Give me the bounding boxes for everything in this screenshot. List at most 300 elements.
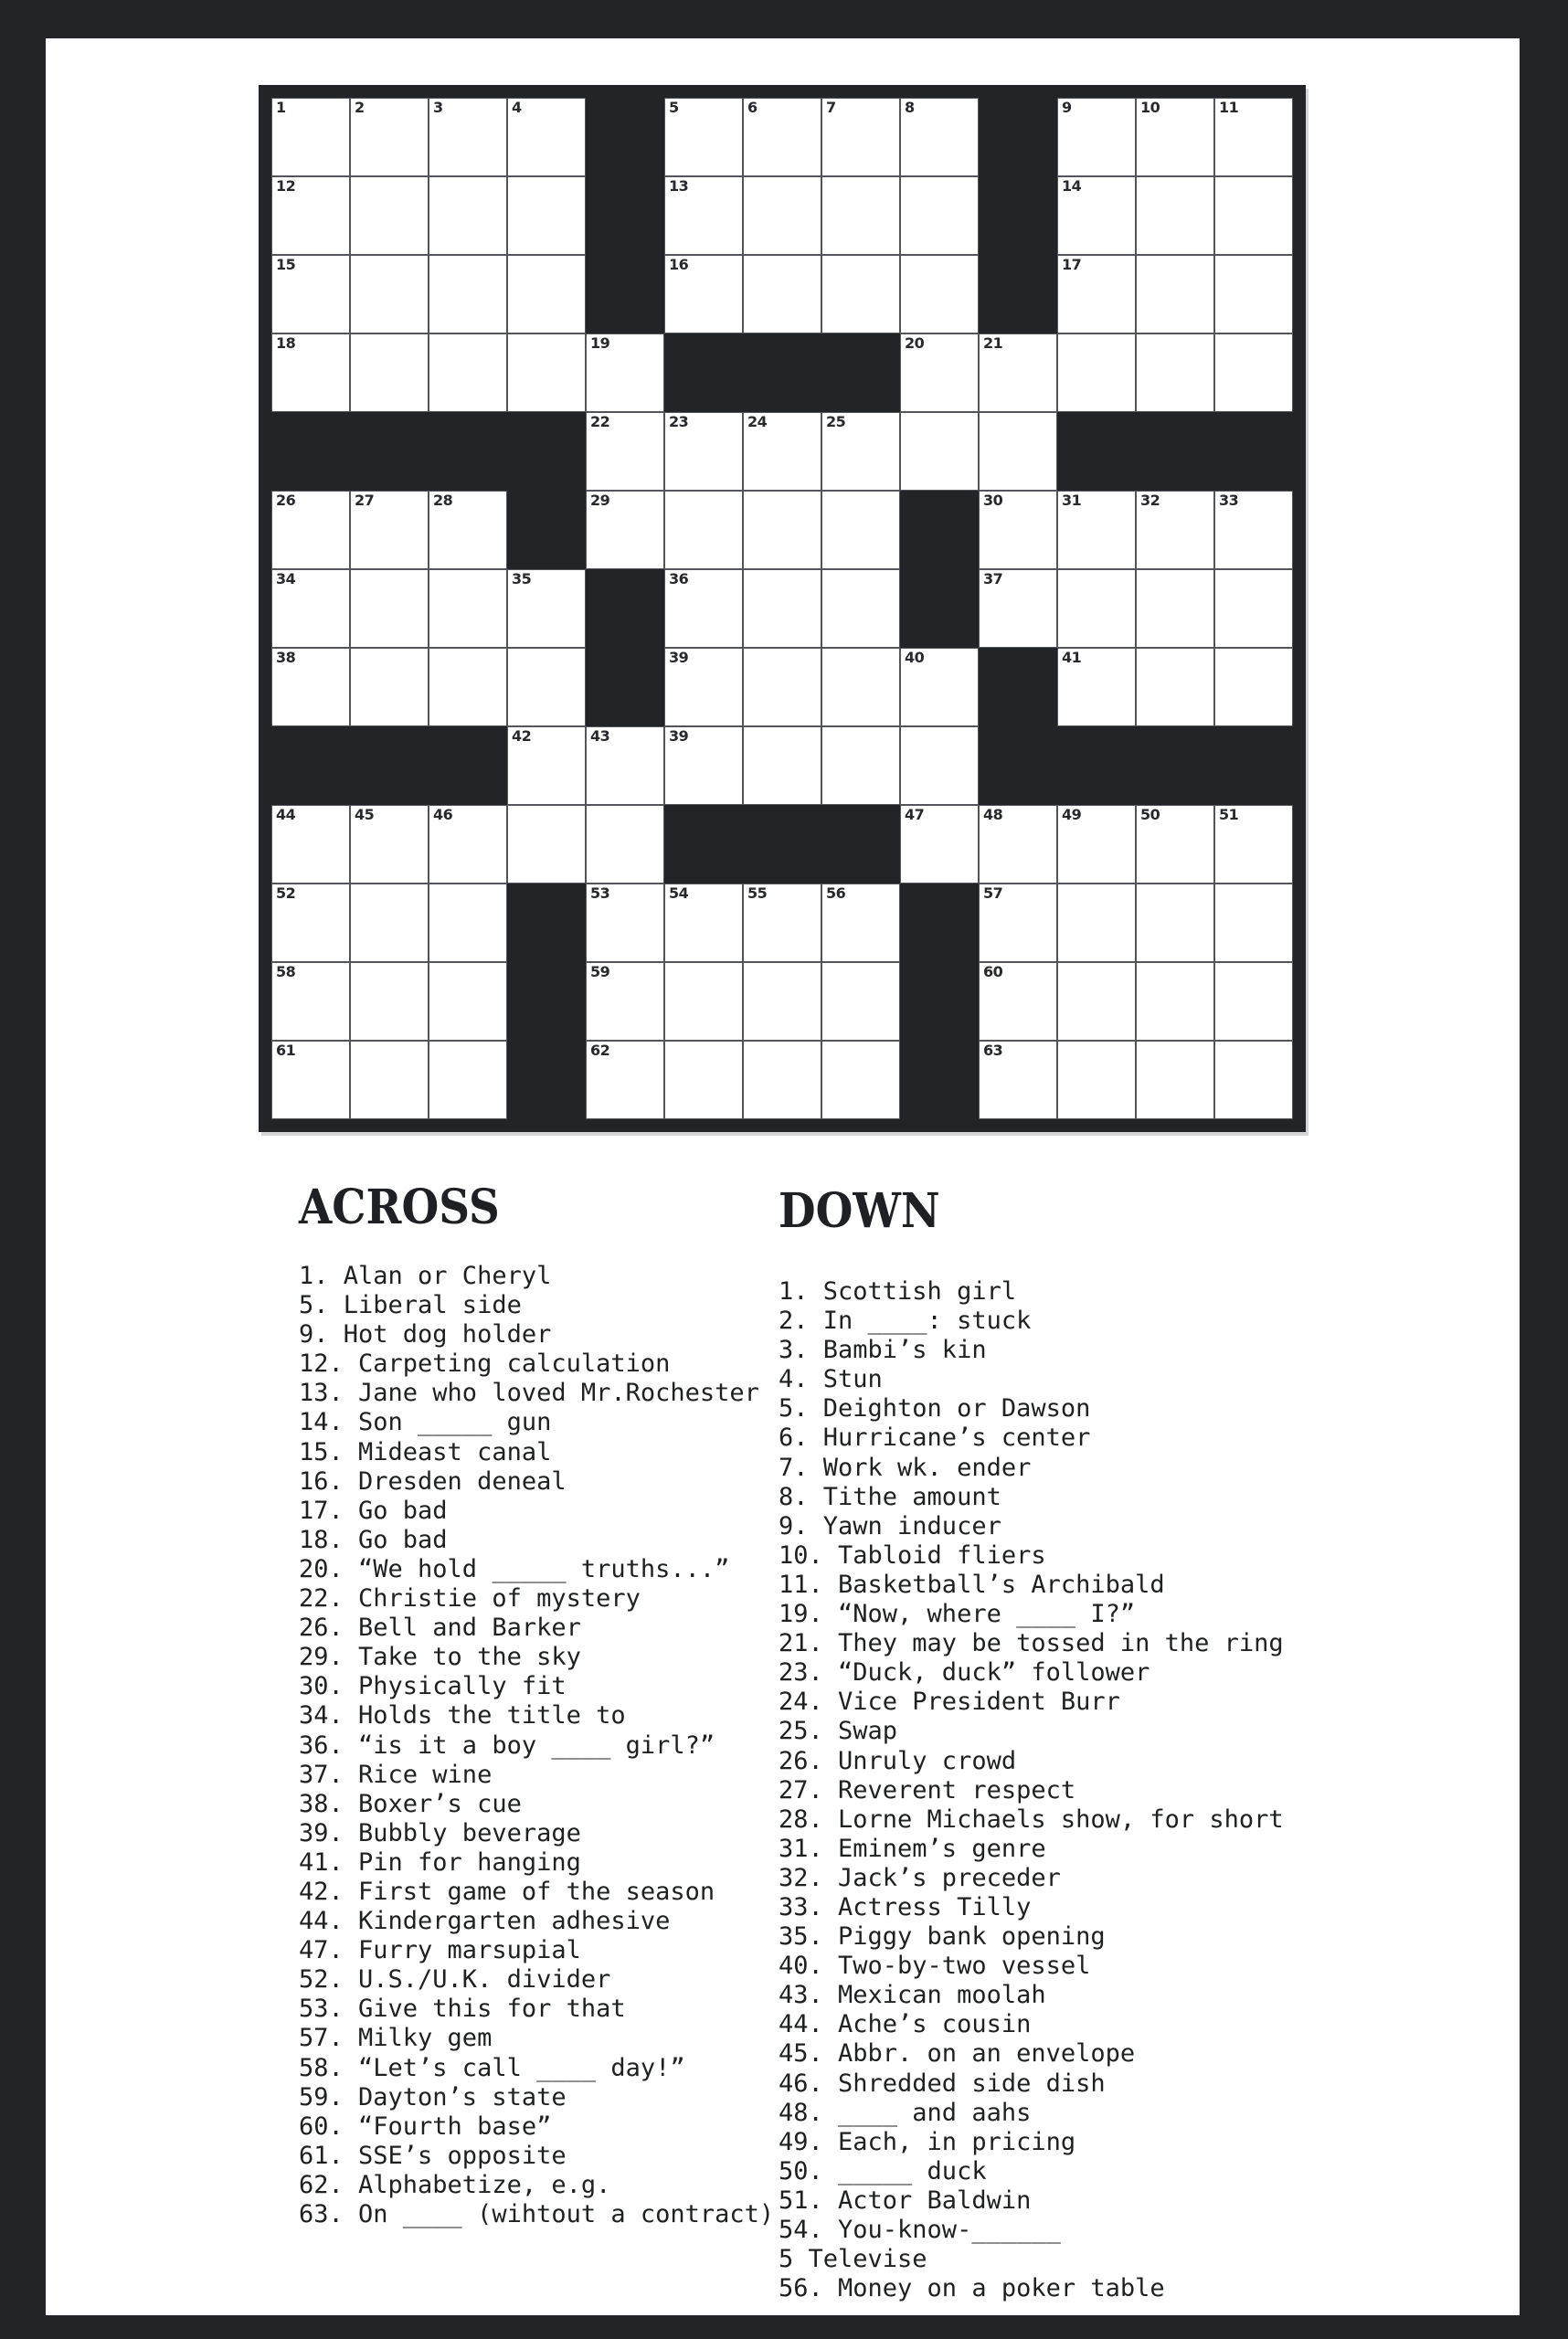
grid-cell[interactable]	[271, 962, 350, 1041]
grid-cell[interactable]	[507, 98, 586, 176]
clue-item: 46. Shredded side dish	[779, 2069, 1106, 2098]
grid-cell-black	[743, 805, 821, 884]
grid-cell[interactable]	[1136, 1041, 1214, 1119]
grid-cell[interactable]	[271, 1041, 350, 1119]
grid-cell[interactable]	[743, 255, 821, 333]
cell-number: 35	[512, 570, 532, 587]
grid-cell-black	[1214, 726, 1293, 805]
grid-cell-black	[900, 491, 979, 569]
grid-cell[interactable]	[664, 491, 743, 569]
clue-item: 5. Deighton or Dawson	[779, 1394, 1091, 1424]
cell-number: 48	[983, 806, 1003, 823]
grid-cell[interactable]	[1136, 491, 1214, 569]
cell-number: 19	[590, 334, 610, 352]
cell-number: 28	[433, 492, 453, 509]
grid-cell-black	[979, 726, 1057, 805]
cell-number: 61	[276, 1042, 296, 1059]
grid-cell[interactable]	[979, 491, 1057, 569]
clue-item: 53. Give this for that	[299, 1995, 626, 2024]
grid-cell[interactable]	[586, 412, 664, 491]
grid-cell[interactable]	[743, 962, 821, 1041]
grid-cell-black	[271, 412, 350, 491]
clue-item: 51. Actor Baldwin	[779, 2186, 1032, 2215]
grid-cell[interactable]	[664, 1041, 743, 1119]
grid-cell[interactable]	[1136, 805, 1214, 884]
grid-cell[interactable]	[350, 333, 429, 412]
cell-number: 32	[1140, 492, 1160, 509]
clue-item: 40. Two-by-two vessel	[779, 1952, 1091, 1981]
grid-cell-black	[586, 255, 664, 333]
grid-cell[interactable]	[664, 962, 743, 1041]
grid-cell[interactable]	[1136, 962, 1214, 1041]
cell-number: 38	[276, 649, 296, 666]
grid-cell[interactable]	[1057, 255, 1136, 333]
grid-cell[interactable]	[979, 569, 1057, 648]
clue-item: 20. “We hold _____ truths...”	[299, 1554, 730, 1583]
grid-cell[interactable]	[664, 176, 743, 255]
cell-number: 29	[590, 492, 610, 509]
clue-item: 11. Basketball’s Archibald	[779, 1570, 1165, 1599]
grid-cell[interactable]	[429, 176, 507, 255]
grid-cell-black	[271, 726, 350, 805]
grid-cell-black	[821, 805, 900, 884]
grid-cell-black	[900, 962, 979, 1041]
grid-cell-black	[900, 1041, 979, 1119]
grid-cell-black	[429, 412, 507, 491]
clue-item: 12. Carpeting calculation	[299, 1349, 671, 1379]
grid-cell-black	[900, 569, 979, 648]
grid-cell[interactable]	[586, 962, 664, 1041]
cell-number: 46	[433, 806, 453, 823]
clue-item: 43. Mexican moolah	[779, 1981, 1046, 2010]
cell-number: 15	[276, 256, 296, 273]
cell-number: 17	[1062, 256, 1082, 273]
cell-number: 45	[355, 806, 375, 823]
grid-cell[interactable]	[900, 333, 979, 412]
cell-number: 8	[905, 99, 915, 116]
cell-number: 25	[826, 413, 846, 430]
clue-item: 27. Reverent respect	[779, 1775, 1076, 1805]
grid-cell[interactable]	[350, 884, 429, 962]
grid-cell[interactable]	[429, 491, 507, 569]
clue-item: 25. Swap	[779, 1717, 898, 1746]
cell-number: 26	[276, 492, 296, 509]
clue-item: 10. Tabloid fliers	[779, 1540, 1046, 1570]
grid-cell[interactable]	[429, 884, 507, 962]
cell-number: 7	[826, 99, 836, 116]
clue-item: 58. “Let’s call ____ day!”	[299, 2053, 685, 2082]
grid-cell-black	[979, 255, 1057, 333]
clue-item: 59. Dayton’s state	[299, 2082, 567, 2111]
clue-item: 24. Vice President Burr	[779, 1688, 1120, 1717]
grid-cell[interactable]	[979, 805, 1057, 884]
grid-cell-black	[1136, 412, 1214, 491]
grid-cell[interactable]	[586, 491, 664, 569]
grid-cell-black	[350, 726, 429, 805]
clue-item: 48. ____ and aahs	[779, 2098, 1032, 2127]
grid-cell[interactable]	[979, 962, 1057, 1041]
grid-cell[interactable]	[1136, 98, 1214, 176]
grid-cell[interactable]	[350, 962, 429, 1041]
grid-cell[interactable]	[1136, 255, 1214, 333]
grid-cell[interactable]	[821, 648, 900, 726]
grid-cell[interactable]	[1057, 98, 1136, 176]
clue-item: 5. Liberal side	[299, 1291, 522, 1320]
clue-item: 52. U.S./U.K. divider	[299, 1965, 611, 1995]
grid-cell-black	[586, 98, 664, 176]
cell-number: 33	[1219, 492, 1239, 509]
cell-number: 1	[276, 99, 286, 116]
cell-number: 43	[590, 727, 610, 745]
grid-cell[interactable]	[821, 1041, 900, 1119]
clue-item: 45. Abbr. on an envelope	[779, 2039, 1136, 2069]
cell-number: 22	[590, 413, 610, 430]
cell-number: 42	[512, 727, 532, 745]
grid-cell[interactable]	[507, 176, 586, 255]
grid-cell[interactable]	[1057, 569, 1136, 648]
clue-item: 26. Bell and Barker	[299, 1614, 581, 1643]
clue-item: 21. They may be tossed in the ring	[779, 1629, 1284, 1658]
grid-cell[interactable]	[743, 1041, 821, 1119]
grid-cell[interactable]	[429, 333, 507, 412]
cell-number: 44	[276, 806, 296, 823]
clue-item: 14. Son _____ gun	[299, 1408, 552, 1437]
grid-cell[interactable]	[1214, 569, 1293, 648]
grid-cell[interactable]	[271, 884, 350, 962]
grid-cell[interactable]	[586, 726, 664, 805]
clue-item: 22. Christie of mystery	[299, 1584, 641, 1614]
cell-number: 51	[1219, 806, 1239, 823]
grid-cell[interactable]	[743, 491, 821, 569]
grid-cell[interactable]	[743, 884, 821, 962]
grid-cell[interactable]	[821, 962, 900, 1041]
clue-item: 7. Work wk. ender	[779, 1453, 1032, 1482]
clue-item: 17. Go bad	[299, 1496, 448, 1525]
grid-cell[interactable]	[1214, 648, 1293, 726]
grid-cell[interactable]	[507, 255, 586, 333]
grid-cell-black	[586, 569, 664, 648]
clue-item: 15. Mideast canal	[299, 1437, 552, 1466]
grid-cell-black	[1057, 726, 1136, 805]
clue-item: 29. Take to the sky	[299, 1643, 581, 1672]
grid-cell[interactable]	[350, 648, 429, 726]
grid-cell[interactable]	[507, 648, 586, 726]
grid-cell[interactable]	[743, 412, 821, 491]
grid-cell-black	[821, 333, 900, 412]
clue-item: 41. Pin for hanging	[299, 1847, 581, 1877]
clue-item: 28. Lorne Michaels show, for short	[779, 1805, 1284, 1834]
cell-number: 37	[983, 570, 1003, 587]
cell-number: 63	[983, 1042, 1003, 1059]
grid-cell-black	[743, 333, 821, 412]
grid-cell-black	[507, 412, 586, 491]
cell-number: 24	[747, 413, 768, 430]
clue-item: 61. SSE’s opposite	[299, 2141, 567, 2170]
grid-cell-black	[979, 176, 1057, 255]
grid-cell-black	[664, 333, 743, 412]
grid-cell[interactable]	[900, 805, 979, 884]
grid-cell[interactable]	[1136, 333, 1214, 412]
grid-cell[interactable]	[271, 805, 350, 884]
cell-number: 54	[669, 884, 689, 902]
clue-item: 42. First game of the season	[299, 1877, 715, 1906]
cell-number: 20	[905, 334, 925, 352]
grid-cell[interactable]	[664, 255, 743, 333]
clue-item: 1. Scottish girl	[779, 1277, 1017, 1306]
clue-item: 18. Go bad	[299, 1525, 448, 1554]
cell-number: 9	[1062, 99, 1072, 116]
clue-item: 13. Jane who loved Mr.Rochester	[299, 1379, 759, 1408]
grid-cell[interactable]	[271, 491, 350, 569]
grid-cell[interactable]	[507, 726, 586, 805]
grid-cell[interactable]	[743, 98, 821, 176]
grid-cell[interactable]	[1136, 648, 1214, 726]
clue-item: 54. You-know-______	[779, 2216, 1061, 2244]
grid-cell-black	[429, 726, 507, 805]
grid-cell-black	[900, 884, 979, 962]
grid-cell[interactable]	[350, 491, 429, 569]
clue-item: 33. Actress Tilly	[779, 1892, 1032, 1921]
cell-number: 62	[590, 1042, 610, 1059]
grid-cell[interactable]	[900, 98, 979, 176]
cell-number: 18	[276, 334, 296, 352]
grid-cell-black	[586, 176, 664, 255]
cell-number: 49	[1062, 806, 1082, 823]
grid-cell[interactable]	[821, 255, 900, 333]
clue-item: 36. “is it a boy ____ girl?”	[299, 1730, 715, 1760]
cell-number: 21	[983, 334, 1003, 352]
cell-number: 56	[826, 884, 846, 902]
clue-item: 44. Kindergarten adhesive	[299, 1907, 671, 1936]
cell-number: 30	[983, 492, 1003, 509]
grid-cell[interactable]	[350, 176, 429, 255]
clue-item: 5 Televise	[779, 2245, 927, 2274]
cell-number: 40	[905, 649, 925, 666]
grid-cell[interactable]	[1214, 255, 1293, 333]
clue-item: 26. Unruly crowd	[779, 1746, 1017, 1775]
grid-cell[interactable]	[1057, 648, 1136, 726]
grid-cell-black	[1136, 726, 1214, 805]
grid-cell[interactable]	[979, 412, 1057, 491]
grid-cell[interactable]	[900, 176, 979, 255]
grid-cell[interactable]	[350, 569, 429, 648]
grid-cell[interactable]	[1057, 176, 1136, 255]
grid-cell[interactable]	[900, 648, 979, 726]
grid-cell-black	[507, 962, 586, 1041]
cell-number: 5	[669, 99, 679, 116]
grid-cell[interactable]	[664, 884, 743, 962]
cell-number: 2	[355, 99, 365, 116]
grid-cell[interactable]	[664, 648, 743, 726]
grid-cell[interactable]	[743, 726, 821, 805]
grid-cell[interactable]	[429, 805, 507, 884]
grid-cell[interactable]	[1057, 805, 1136, 884]
grid-cell[interactable]	[586, 884, 664, 962]
grid-cell[interactable]	[1214, 1041, 1293, 1119]
cell-number: 27	[355, 492, 375, 509]
grid-cell[interactable]	[1057, 1041, 1136, 1119]
grid-cell-black	[350, 412, 429, 491]
grid-cell[interactable]	[821, 412, 900, 491]
cell-number: 23	[669, 413, 689, 430]
clue-item: 49. Each, in pricing	[779, 2127, 1076, 2156]
grid-cell[interactable]	[350, 1041, 429, 1119]
grid-cell[interactable]	[821, 726, 900, 805]
grid-cell[interactable]	[664, 98, 743, 176]
grid-cell[interactable]	[1136, 176, 1214, 255]
cell-number: 52	[276, 884, 296, 902]
grid-cell-black	[507, 1041, 586, 1119]
grid-cell[interactable]	[271, 569, 350, 648]
down-list	[779, 1277, 1284, 2303]
grid-cell[interactable]	[1214, 805, 1293, 884]
across-list	[299, 1262, 774, 2229]
grid-cell[interactable]	[429, 569, 507, 648]
clue-item: 57. Milky gem	[299, 2024, 493, 2053]
grid-cell-black	[1057, 412, 1136, 491]
clue-item: 63. On ____ (wihtout a contract)	[299, 2200, 775, 2228]
grid-cell[interactable]	[271, 98, 350, 176]
grid-cell[interactable]	[821, 98, 900, 176]
grid-cell[interactable]	[350, 98, 429, 176]
grid-cell[interactable]	[900, 412, 979, 491]
clue-item: 44. Ache’s cousin	[779, 2010, 1032, 2039]
grid-cell-black	[507, 491, 586, 569]
cell-number: 11	[1219, 99, 1239, 116]
cell-number: 39	[669, 727, 689, 745]
grid-cell-black	[586, 648, 664, 726]
grid-cell[interactable]	[743, 648, 821, 726]
clue-item: 3. Bambi’s kin	[779, 1336, 987, 1365]
grid-cell[interactable]	[743, 176, 821, 255]
grid-cell[interactable]	[271, 255, 350, 333]
cell-number: 31	[1062, 492, 1082, 509]
cell-number: 34	[276, 570, 296, 587]
grid-cell[interactable]	[1057, 333, 1136, 412]
grid-cell[interactable]	[743, 569, 821, 648]
cell-number: 39	[669, 649, 689, 666]
grid-cell[interactable]	[507, 805, 586, 884]
grid-cell[interactable]	[1214, 884, 1293, 962]
clue-item: 19. “Now, where ____ I?”	[779, 1600, 1136, 1629]
cell-number: 6	[747, 99, 758, 116]
grid-cell[interactable]	[821, 491, 900, 569]
cell-number: 41	[1062, 649, 1082, 666]
grid-cell[interactable]	[1136, 884, 1214, 962]
across-header: ACROSS	[299, 1180, 500, 1235]
grid-cell[interactable]	[1057, 884, 1136, 962]
clue-item: 9. Hot dog holder	[299, 1320, 552, 1349]
grid-cell[interactable]	[1214, 491, 1293, 569]
grid-cell[interactable]	[821, 884, 900, 962]
cell-number: 13	[669, 177, 689, 195]
grid-cell[interactable]	[429, 648, 507, 726]
cell-number: 12	[276, 177, 296, 195]
grid-cell-black	[507, 884, 586, 962]
cell-number: 14	[1062, 177, 1082, 195]
grid-cell[interactable]	[1214, 98, 1293, 176]
clue-item: 50. _____ duck	[779, 2156, 987, 2186]
cell-number: 50	[1140, 806, 1160, 823]
clue-item: 23. “Duck, duck” follower	[779, 1658, 1150, 1688]
cell-number: 3	[433, 99, 443, 116]
cell-number: 59	[590, 963, 610, 980]
grid-cell[interactable]	[1214, 176, 1293, 255]
grid-cell[interactable]	[586, 805, 664, 884]
grid-cell[interactable]	[900, 255, 979, 333]
clue-item: 1. Alan or Cheryl	[299, 1262, 552, 1290]
clue-item: 34. Holds the title to	[299, 1701, 626, 1730]
grid-cell[interactable]	[586, 1041, 664, 1119]
grid-cell[interactable]	[900, 726, 979, 805]
cell-number: 57	[983, 884, 1003, 902]
grid-cell[interactable]	[429, 255, 507, 333]
grid-cell[interactable]	[664, 569, 743, 648]
grid-cell[interactable]	[429, 962, 507, 1041]
clue-item: 37. Rice wine	[299, 1760, 493, 1789]
clue-item: 32. Jack’s preceder	[779, 1863, 1061, 1892]
grid-cell[interactable]	[1136, 569, 1214, 648]
grid-cell[interactable]	[979, 333, 1057, 412]
cell-number: 10	[1140, 99, 1160, 116]
grid-cell[interactable]	[507, 569, 586, 648]
clue-item: 30. Physically fit	[299, 1672, 567, 1701]
clue-item: 9. Yawn inducer	[779, 1511, 1001, 1540]
grid-cell[interactable]	[271, 176, 350, 255]
cell-number: 4	[512, 99, 522, 116]
grid-cell[interactable]	[1057, 962, 1136, 1041]
grid-cell[interactable]	[664, 412, 743, 491]
grid-cell-black	[1214, 412, 1293, 491]
grid-cell[interactable]	[1214, 333, 1293, 412]
grid-cell[interactable]	[979, 1041, 1057, 1119]
clue-item: 60. “Fourth base”	[299, 2111, 552, 2141]
grid-cell-black	[979, 648, 1057, 726]
grid-cell[interactable]	[664, 726, 743, 805]
clue-item: 2. In ____: stuck	[779, 1307, 1032, 1336]
grid-cell[interactable]	[1214, 962, 1293, 1041]
cell-number: 16	[669, 256, 689, 273]
clue-item: 6. Hurricane’s center	[779, 1424, 1091, 1453]
cell-number: 55	[747, 884, 768, 902]
grid-cell[interactable]	[429, 98, 507, 176]
clue-item: 4. Stun	[779, 1365, 883, 1394]
grid-cell-black	[979, 98, 1057, 176]
grid-cell[interactable]	[429, 1041, 507, 1119]
cell-number: 60	[983, 963, 1003, 980]
clue-item: 62. Alphabetize, e.g.	[299, 2170, 611, 2199]
clue-item: 31. Eminem’s genre	[779, 1834, 1046, 1863]
grid-cell[interactable]	[271, 648, 350, 726]
down-header: DOWN	[779, 1183, 940, 1239]
grid-cell-black	[664, 805, 743, 884]
grid-cell[interactable]	[350, 805, 429, 884]
cell-number: 58	[276, 963, 296, 980]
cell-number: 36	[669, 570, 689, 587]
grid-cell[interactable]	[979, 884, 1057, 962]
grid-cell[interactable]	[1057, 491, 1136, 569]
grid-cell[interactable]	[586, 333, 664, 412]
grid-cell[interactable]	[507, 333, 586, 412]
grid-cell[interactable]	[821, 569, 900, 648]
clue-item: 47. Furry marsupial	[299, 1936, 581, 1965]
cell-number: 47	[905, 806, 925, 823]
crossword-grid	[259, 85, 1306, 1132]
grid-cell[interactable]	[271, 333, 350, 412]
grid-cell[interactable]	[350, 255, 429, 333]
clue-item: 35. Piggy bank opening	[779, 1922, 1106, 1952]
grid-cell[interactable]	[821, 176, 900, 255]
